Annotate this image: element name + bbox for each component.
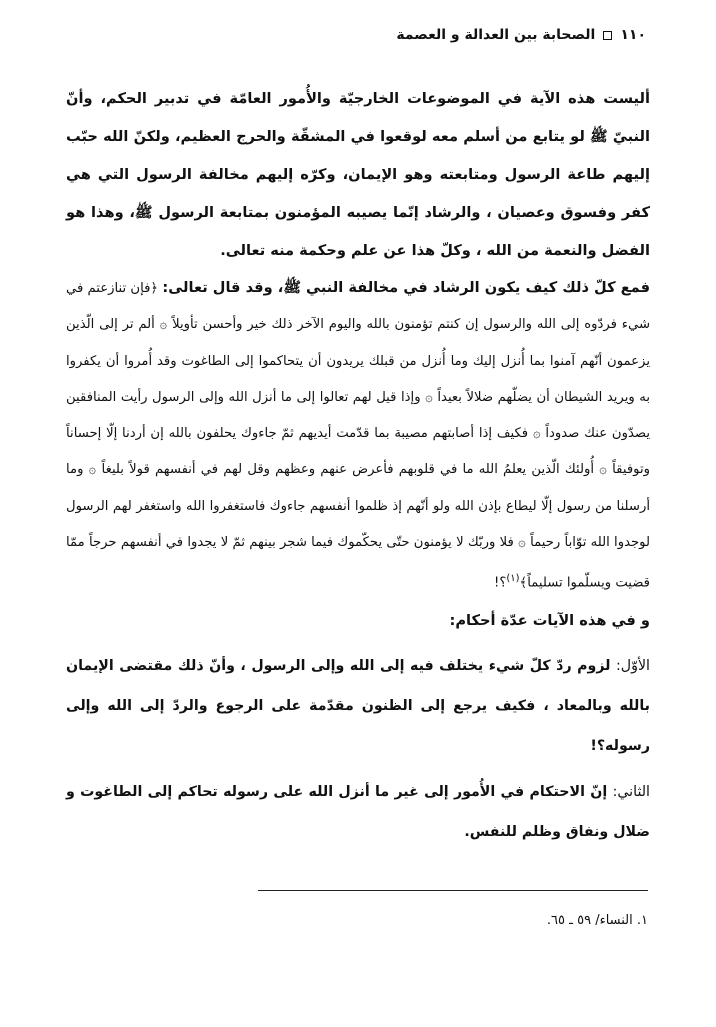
book-title: الصحابة بين العدالة و العصمة <box>396 27 596 43</box>
point-text: إنّ الاحتكام في الأُمور إلى غير ما أنزل الله على رسوله تحاكم إلى الطاغوت و ضلال ونفاق وظلم للنفس. <box>66 784 650 841</box>
paragraph-quran-quote <box>66 270 650 602</box>
point-first <box>66 646 650 766</box>
point-text: لزوم ردّ كلّ شيء يختلف فيه إلى الله وإلى الرسول ، وأنّ ذلك مقتضى الإيمان بالله وبالمعاد ، فكيف يرجع إلى الظنون مقدّمة على الرجوع والردّ إلى الله وإلى رسوله؟! <box>66 658 650 755</box>
paragraph-intro: أليست هذه الآية في الموضوعات الخارجيّة والأُمور العامّة في تدبير الحكم، وأنّ النبيّ ﷺ لو يتابع من أسلم معه لوقعوا في المشقّة والحرج العظيم، ولكنّ الله حبّب إليهم طاعة الرسول ومتابعته وهو الإيمان، وكرّه إليهم مخالفة الرسول التي هي كفر وفسوق وعصيان ، والرشاد إنّما يصيبه المؤمنون بمتابعة الرسول ﷺ، وهذا هو الفضل والنعمة من الله ، وكلّ هذا عن علم وحكمة منه تعالى. <box>66 90 650 259</box>
footnote: ١. النساء/ ٥٩ ـ ٦٥. <box>546 913 648 928</box>
running-head <box>60 22 646 48</box>
footnote-divider <box>258 890 648 891</box>
quote-closing: ؟! <box>494 575 507 591</box>
footnote-marker: (١) <box>506 573 520 585</box>
page-number: ١١٠ <box>620 27 646 43</box>
body-text <box>66 80 650 852</box>
point-second <box>66 772 650 852</box>
quran-verses: ﴿فإن تنازعتم في شيء فردّوه إلى الله والرسول إن كنتم تؤمنون بالله واليوم الآخر ذلك خير وأحسن تأويلاً ۞ ألم تر إلى الّذين يزعمون أنّهم آمنوا بما أُنزل إليك وما أُنزل من قبلك يريدون أن يتحاكموا إلى الطاغوت وقد أُمروا أن يكفروا به ويريد الشيطان أن يضلّهم ضلالاً بعيداً ۞ وإذا قيل لهم تعالوا إلى ما أنزل الله وإلى الرسول رأيت المنافقين يصدّون عنك صدوداً ۞ فكيف إذا أصابتهم مصيبة بما قدّمت أيديهم ثمّ جاءوك يحلفون بالله إن أردنا إلّا إحساناً وتوفيقاً ۞ أُولئك الّذين يعلمُ الله ما في قلوبهم فأعرض عنهم وعظهم وقل لهم في أنفسهم قولاً بليغاً ۞ وما أرسلنا من رسول إلّا ليطاع بإذن الله ولو أنّهم إذ ظلموا أنفسهم جاءوك فاستغفروا الله واستغفر لهم الرسول لوجدوا الله توّاباً رحيماً ۞ فلا وربّك لا يؤمنون حتّى يحكّموك فيما شجر بينهم ثمّ لا يجدوا في أنفسهم حرجاً ممّا قضيت ويسلّموا تسليماً﴾ <box>66 281 650 591</box>
section-heading: و في هذه الآيات عدّة أحكام: <box>449 612 650 630</box>
point-label: الأوّل: <box>616 658 650 675</box>
point-label: الثاني: <box>612 784 650 801</box>
square-bullet-icon <box>603 31 612 40</box>
quote-lead-in: فمع كلّ ذلك كيف يكون الرشاد في مخالفة النبي ﷺ، وقد قال تعالى: <box>162 279 650 296</box>
